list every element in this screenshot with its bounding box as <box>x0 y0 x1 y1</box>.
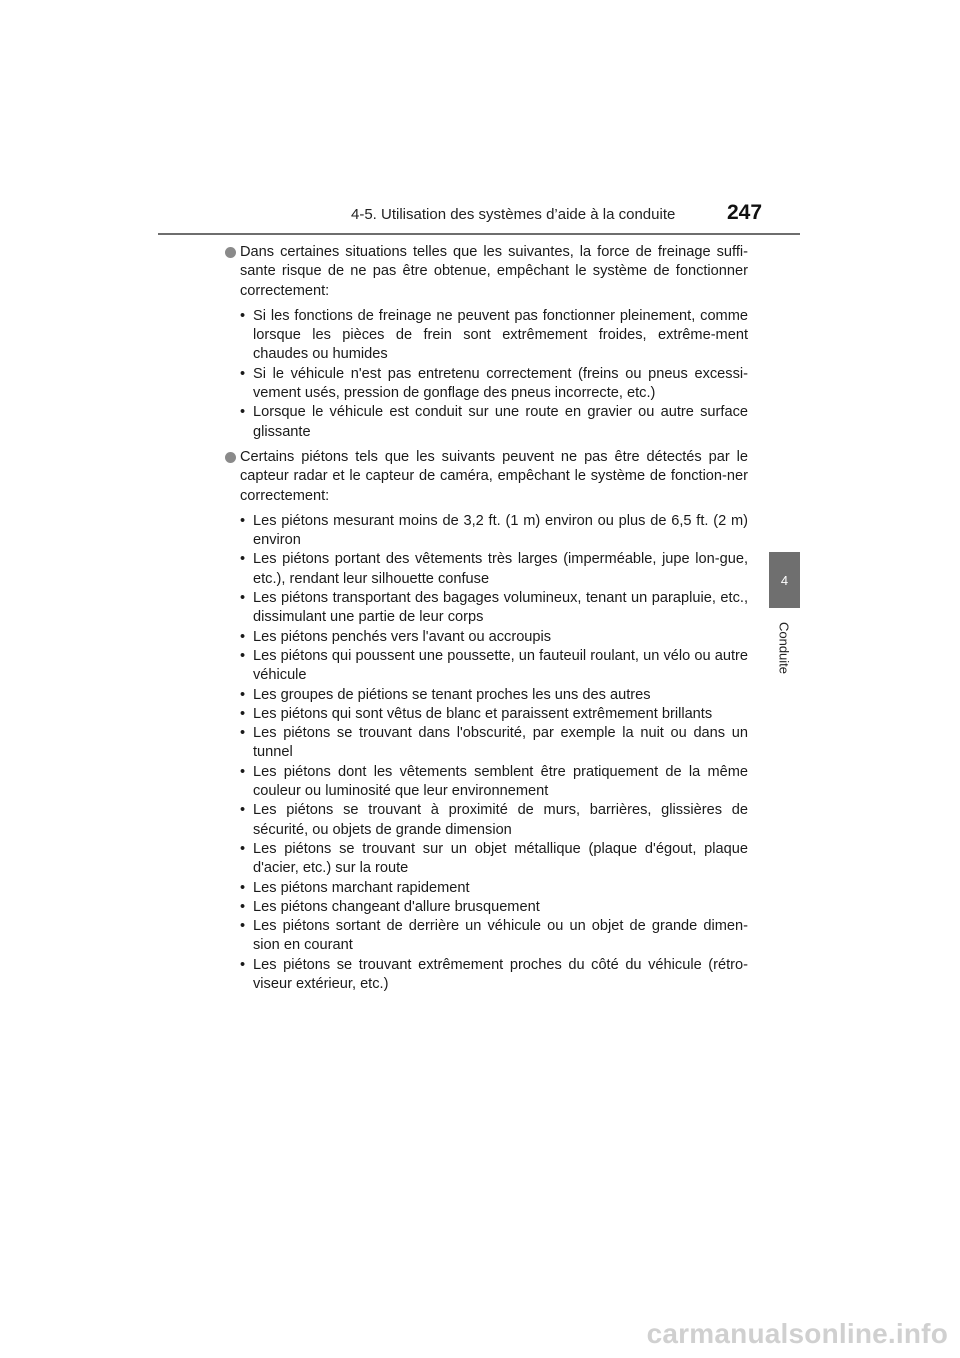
list-item <box>240 917 748 956</box>
page-header-title: 4-5. Utilisation des systèmes d’aide à la conduite <box>351 206 676 223</box>
list-item <box>240 589 748 628</box>
list-item <box>240 403 748 442</box>
list-item <box>240 705 748 724</box>
chapter-tab-number: 4 <box>780 572 789 588</box>
list-item-marker: • <box>240 802 246 819</box>
list-item-text: Les groupes de piétions se tenant proches les uns des autres <box>253 686 651 703</box>
pedestrian-condition-list <box>240 512 748 994</box>
list-item <box>240 898 748 917</box>
list-item-marker: • <box>240 705 246 722</box>
circle-bullet-icon <box>225 452 236 463</box>
header-rule <box>158 233 800 235</box>
section-intro <box>224 448 748 506</box>
braking-condition-list <box>240 307 748 442</box>
section-intro-text: Certains piétons tels que les suivants peuvent ne pas être détectés par le capteur radar et le capteur de caméra, empêchant le système de fonction-ner correctement: <box>240 448 748 504</box>
section-pedestrians <box>224 448 748 994</box>
list-item-text: Les piétons transportant des bagages volumineux, tenant un parapluie, etc., dissimulant une partie de leur corps <box>253 590 748 626</box>
section-intro-text: Dans certaines situations telles que les suivantes, la force de freinage suffi-sante risque de ne pas être obtenue, empêchant le système de fonctionner correctement: <box>240 244 748 299</box>
list-item <box>240 647 748 686</box>
list-item-text: Les piétons qui sont vêtus de blanc et paraissent extrêmement brillants <box>253 705 713 722</box>
list-item <box>240 879 748 898</box>
list-item-marker: • <box>240 512 246 529</box>
list-item-text: Les piétons mesurant moins de 3,2 ft. (1 m) environ ou plus de 6,5 ft. (2 m) environ <box>253 512 748 549</box>
list-item-text: Les piétons qui poussent une poussette, un fauteuil roulant, un vélo ou autre véhicule <box>253 647 748 684</box>
list-item-marker: • <box>240 647 246 664</box>
list-item-text: Les piétons changeant d'allure brusquement <box>253 898 540 915</box>
list-item-text: Les piétons se trouvant extrêmement proches du côté du véhicule (rétro-viseur extérieur, etc.) <box>253 956 748 992</box>
list-item-text: Les piétons penchés vers l'avant ou accroupis <box>253 628 552 645</box>
list-item-marker: • <box>240 898 246 915</box>
page-content <box>224 243 748 994</box>
chapter-tab-label: Conduite <box>776 621 792 675</box>
list-item <box>240 724 748 763</box>
list-item-marker: • <box>240 879 246 896</box>
list-item <box>240 550 748 589</box>
list-item-text: Les piétons se trouvant dans l'obscurité, par exemple la nuit ou dans un tunnel <box>253 725 748 761</box>
list-item-text: Les piétons marchant rapidement <box>253 879 470 896</box>
list-item <box>240 801 748 840</box>
list-item-marker: • <box>240 956 246 973</box>
list-item <box>240 763 748 802</box>
list-item-marker: • <box>240 840 246 857</box>
list-item-text: Les piétons sortant de derrière un véhicule ou un objet de grande dimen-sion en courant <box>253 918 748 954</box>
watermark: carmanualsonline.info <box>646 1318 948 1349</box>
list-item-text: Si les fonctions de freinage ne peuvent pas fonctionner pleinement, comme lorsque les pièces de frein sont extrêmement froides, extrême-ment chaudes ou humides <box>253 307 748 363</box>
circle-bullet-icon <box>225 247 236 258</box>
list-item <box>240 686 748 705</box>
list-item <box>240 512 748 551</box>
list-item-text: Les piétons portant des vêtements très larges (imperméable, jupe lon-gue, etc.), rendant leur silhouette confuse <box>253 551 748 587</box>
page-number: 247 <box>727 201 763 224</box>
list-item-marker: • <box>240 404 246 421</box>
list-item-text: Lorsque le véhicule est conduit sur une route en gravier ou autre surface glissante <box>253 404 748 440</box>
list-item-marker: • <box>240 551 246 568</box>
list-item-text: Les piétons dont les vêtements semblent être pratiquement de la même couleur ou luminosité que leur environnement <box>253 763 748 800</box>
section-braking <box>224 243 748 442</box>
list-item-text: Si le véhicule n'est pas entretenu correctement (freins ou pneus excessi-vement usés, pression de gonflage des pneus incorrecte, etc.) <box>253 365 748 402</box>
list-item-marker: • <box>240 590 246 607</box>
list-item <box>240 365 748 404</box>
section-intro <box>224 243 748 301</box>
list-item-marker: • <box>240 763 246 780</box>
list-item-text: Les piétons se trouvant à proximité de murs, barrières, glissières de sécurité, ou objets de grande dimension <box>253 802 748 838</box>
list-item-marker: • <box>240 365 246 382</box>
list-item <box>240 307 748 365</box>
list-item <box>240 840 748 879</box>
list-item-marker: • <box>240 686 246 703</box>
list-item-marker: • <box>240 918 246 935</box>
list-item-text: Les piétons se trouvant sur un objet métallique (plaque d'égout, plaque d'acier, etc.) sur la route <box>253 840 748 877</box>
list-item-marker: • <box>240 725 246 742</box>
list-item <box>240 956 748 995</box>
chapter-tab[interactable] <box>769 552 800 608</box>
list-item <box>240 628 748 647</box>
list-item-marker: • <box>240 307 246 324</box>
list-item-marker: • <box>240 628 246 645</box>
